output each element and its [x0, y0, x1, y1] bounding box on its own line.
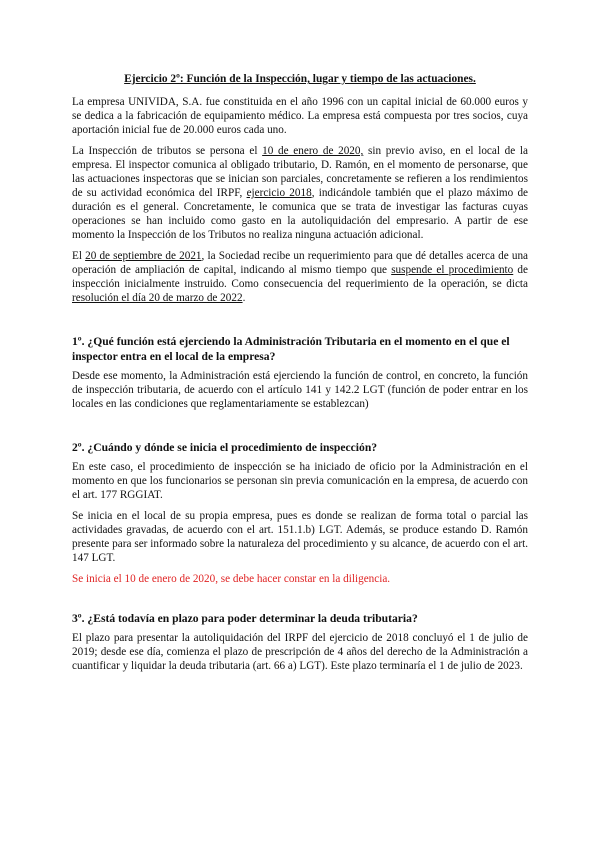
resolution-date: resolución el día 20 de marzo de 2022: [72, 292, 243, 304]
date-requirement: 20 de septiembre de 2021: [85, 250, 202, 262]
document-body: [72, 72, 528, 680]
text-run: La Inspección de tributos se persona el: [72, 145, 263, 157]
text-run: sin previo aviso, en el local de la empresa. El inspector comunica al obligado tributario, D. Ramón, en el momento de personarse, que las actuaciones inspectoras que se inician son parciales, concretamente se refieren a los rendimientos de su actividad económica del IRPF,: [72, 145, 528, 199]
question-2-heading: 2º. ¿Cuándo y dónde se inicia el procedimiento de inspección?: [72, 441, 378, 454]
intro-paragraph-3: [72, 249, 528, 305]
question-2-note: Se inicia el 10 de enero de 2020, se debe hacer constar en la diligencia.: [72, 573, 391, 585]
text-run: El: [72, 250, 86, 262]
question-2-answer-2: Se inicia en el local de su propia empresa, pues es donde se realizan de forma total o parcial las actividades gravadas, de acuerdo con el art. 151.1.b) LGT. Además, se produce estando D. Ramón presente para ser informado sobre la naturaleza del procedimiento y su alcance, de acuerdo con el art. 147 LGT.: [72, 510, 528, 564]
suspend-procedure: suspende el procedimiento: [391, 264, 514, 276]
question-3-heading: 3º. ¿Está todavía en plazo para poder determinar la deuda tributaria?: [72, 612, 418, 625]
question-1-heading: 1º. ¿Qué función está ejerciendo la Administración Tributaria en el momento en el que el inspector entra en el local de la empresa?: [72, 335, 510, 363]
text-run: .: [242, 292, 246, 304]
text-run: , indicándole también que el plazo máximo de duración es el general. Concretamente, le comunica que se trata de investigar las facturas cuyas operaciones se han incluido como gasto en la autoliquidación del empresario. A partir de ese momento la Inspección de los Tributos no realiza ninguna actuación adicional.: [72, 187, 529, 241]
text-run: , la Sociedad recibe un requerimiento para que dé detalles acerca de una operación de ampliación de capital, indicando al mismo tiempo que: [72, 250, 528, 276]
question-1-answer: Desde ese momento, la Administración está ejerciendo la función de control, en concreto, la función de inspección tributaria, de acuerdo con el artículo 141 y 142.2 LGT (función de poder entrar en los locales en las condiciones que reglamentariamente se establezcan): [72, 370, 528, 410]
fiscal-year: ejercicio 2018: [246, 187, 312, 199]
spacer: [72, 418, 528, 440]
intro-paragraph-1: La empresa UNIVIDA, S.A. fue constituida en el año 1996 con un capital inicial de 60.000 euros y se dedica a la fabricación de equipamiento médico. La empresa está compuesta por tres socios, cuya aportación inicial fue de 20.000 euros cada uno.: [72, 96, 528, 136]
spacer: [72, 593, 528, 611]
question-3-answer: El plazo para presentar la autoliquidación del IRPF del ejercicio de 2018 concluyó el 1 de julio de 2019; desde ese día, comienza el plazo de prescripción de 4 años del derecho de la Administración a cuantificar y liquidar la deuda tributaria (art. 66 a) LGT). Este plazo terminaría el 1 de julio de 2023.: [72, 632, 528, 672]
intro-paragraph-2: [72, 144, 528, 242]
question-2-answer-1: En este caso, el procedimiento de inspección se ha iniciado de oficio por la Administración en el momento en que los funcionarios se personan sin previa comunicación en la empresa, de acuerdo con el art. 177 RGGIAT.: [72, 461, 528, 501]
text-run: de inspección inicialmente instruido. Como consecuencia del requerimiento de la operación, se dicta: [72, 264, 528, 290]
spacer: [72, 312, 528, 334]
exercise-title: Ejercicio 2º: Función de la Inspección, lugar y tiempo de las actuaciones.: [124, 73, 476, 85]
date-inspection: 10 de enero de 2020,: [262, 145, 364, 157]
